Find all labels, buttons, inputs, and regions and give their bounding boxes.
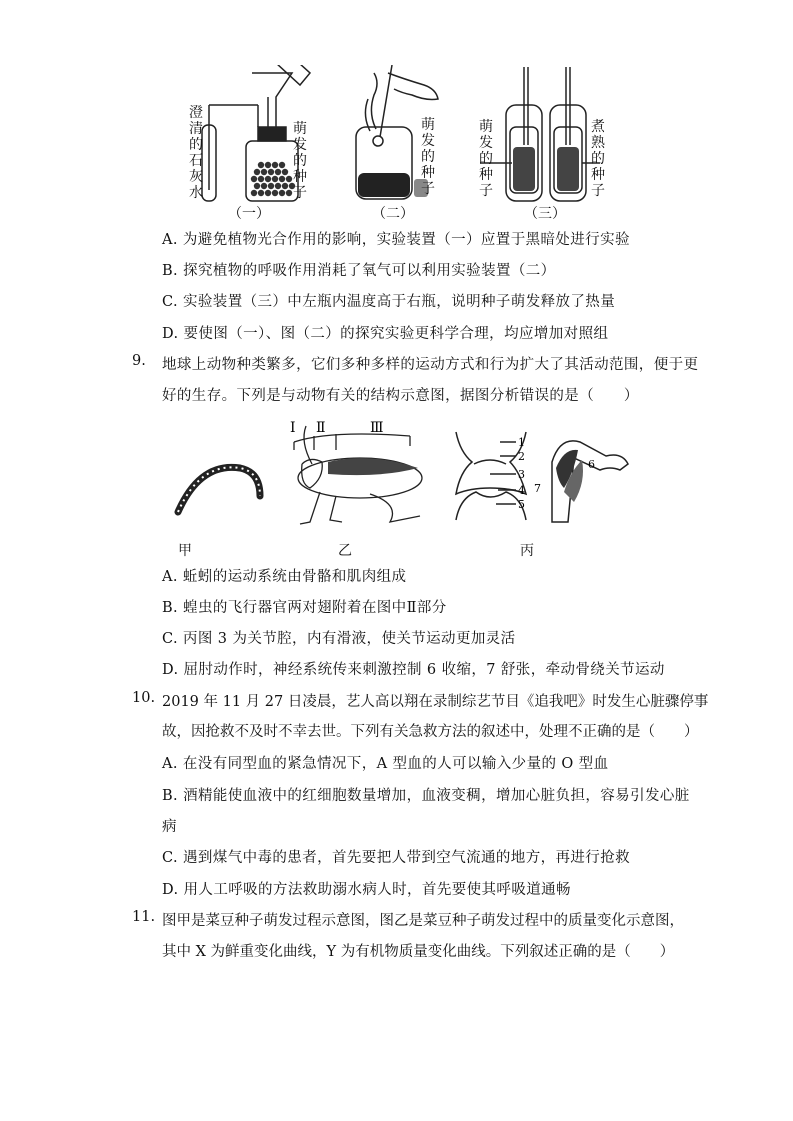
q9-stem-line-1: 地球上动物种类繁多，它们多种多样的运动方式和行为扩大了其活动范围，便于更 bbox=[162, 357, 699, 373]
q11-number: 11. bbox=[132, 909, 156, 925]
q10-number: 10. bbox=[132, 690, 156, 706]
q10-stem-line-2: 故，因抢救不及时不幸去世。下列有关急救方法的叙述中，处理不正确的是（ ） bbox=[162, 724, 699, 740]
boiled-seeds-label: 煮熟的种子 bbox=[591, 119, 605, 199]
q8-option-a: A. 为避免植物光合作用的影响，实验装置（一）应置于黑暗处进行实验 bbox=[162, 232, 630, 248]
caption-bing: 丙 bbox=[520, 543, 534, 559]
q10-option-d: D. 用人工呼吸的方法救助溺水病人时，首先要使其呼吸道通畅 bbox=[162, 882, 571, 898]
germinating-seeds-label-1: 萌发的种子 bbox=[293, 121, 307, 201]
arm-label-7: 7 bbox=[534, 482, 541, 495]
joint-label-3: 3 bbox=[518, 468, 525, 481]
caption-apparatus-3: （三） bbox=[524, 206, 566, 222]
caption-apparatus-1: （一） bbox=[228, 206, 270, 222]
q9-option-d: D. 屈肘动作时，神经系统传来刺激控制 6 收缩，7 舒张，牵动骨绕关节运动 bbox=[162, 662, 665, 678]
joint-label-1: 1 bbox=[518, 436, 525, 449]
q9-option-a: A. 蚯蚓的运动系统由骨骼和肌肉组成 bbox=[162, 569, 407, 585]
q11-stem-line-1: 图甲是菜豆种子萌发过程示意图，图乙是菜豆种子萌发过程中的质量变化示意图， bbox=[162, 913, 684, 929]
caption-yi: 乙 bbox=[338, 543, 352, 559]
experiment-figure bbox=[180, 65, 620, 225]
q9-number: 9. bbox=[132, 353, 146, 369]
caption-jia: 甲 bbox=[178, 543, 192, 559]
q10-option-a: A. 在没有同型血的紧急情况下，A 型血的人可以输入少量的 O 型血 bbox=[162, 756, 609, 772]
animal-structures-drawing bbox=[160, 412, 640, 562]
q10-option-c: C. 遇到煤气中毒的患者，首先要把人带到空气流通的地方，再进行抢救 bbox=[162, 850, 630, 866]
q9-option-b: B. 蝗虫的飞行器官两对翅附着在图中Ⅱ部分 bbox=[162, 600, 447, 616]
joint-label-5: 5 bbox=[518, 498, 525, 511]
q9-stem-line-2: 好的生存。下列是与动物有关的结构示意图，据图分析错误的是（ ） bbox=[162, 388, 639, 404]
q10-stem-line-1: 2019 年 11 月 27 日凌晨，艺人高以翔在录制综艺节目《追我吧》时发生心脏骤停事 bbox=[162, 694, 709, 710]
animal-structures-figure bbox=[160, 412, 640, 562]
locust-part-iii: Ⅲ bbox=[370, 420, 384, 436]
q8-option-d: D. 要使图（一）、图（二）的探究实验更科学合理，均应增加对照组 bbox=[162, 326, 609, 342]
q10-option-b-continued: 病 bbox=[162, 819, 177, 835]
joint-label-4: 4 bbox=[518, 484, 525, 497]
arm-label-6: 6 bbox=[588, 458, 595, 471]
q8-option-b: B. 探究植物的呼吸作用消耗了氧气可以利用实验装置（二） bbox=[162, 263, 556, 279]
germinating-seeds-label-2: 萌发的种子 bbox=[421, 117, 435, 197]
joint-label-2: 2 bbox=[518, 450, 525, 463]
q11-stem-line-2: 其中 X 为鲜重变化曲线，Y 为有机物质量变化曲线。下列叙述正确的是（ ） bbox=[162, 944, 675, 960]
caption-apparatus-2: （二） bbox=[372, 206, 414, 222]
locust-part-ii: Ⅱ bbox=[316, 420, 326, 436]
q8-option-c: C. 实验装置（三）中左瓶内温度高于右瓶，说明种子萌发释放了热量 bbox=[162, 294, 616, 310]
locust-part-i: Ⅰ bbox=[290, 420, 296, 436]
experiment-apparatus-drawing bbox=[180, 65, 620, 225]
germinating-seeds-label-3: 萌发的种子 bbox=[479, 119, 493, 199]
q9-option-c: C. 丙图 3 为关节腔，内有滑液，使关节运动更加灵活 bbox=[162, 631, 516, 647]
limewater-label: 澄清的石灰水 bbox=[189, 105, 203, 201]
q10-option-b: B. 酒精能使血液中的红细胞数量增加，血液变稠，增加心脏负担，容易引发心脏 bbox=[162, 788, 690, 804]
